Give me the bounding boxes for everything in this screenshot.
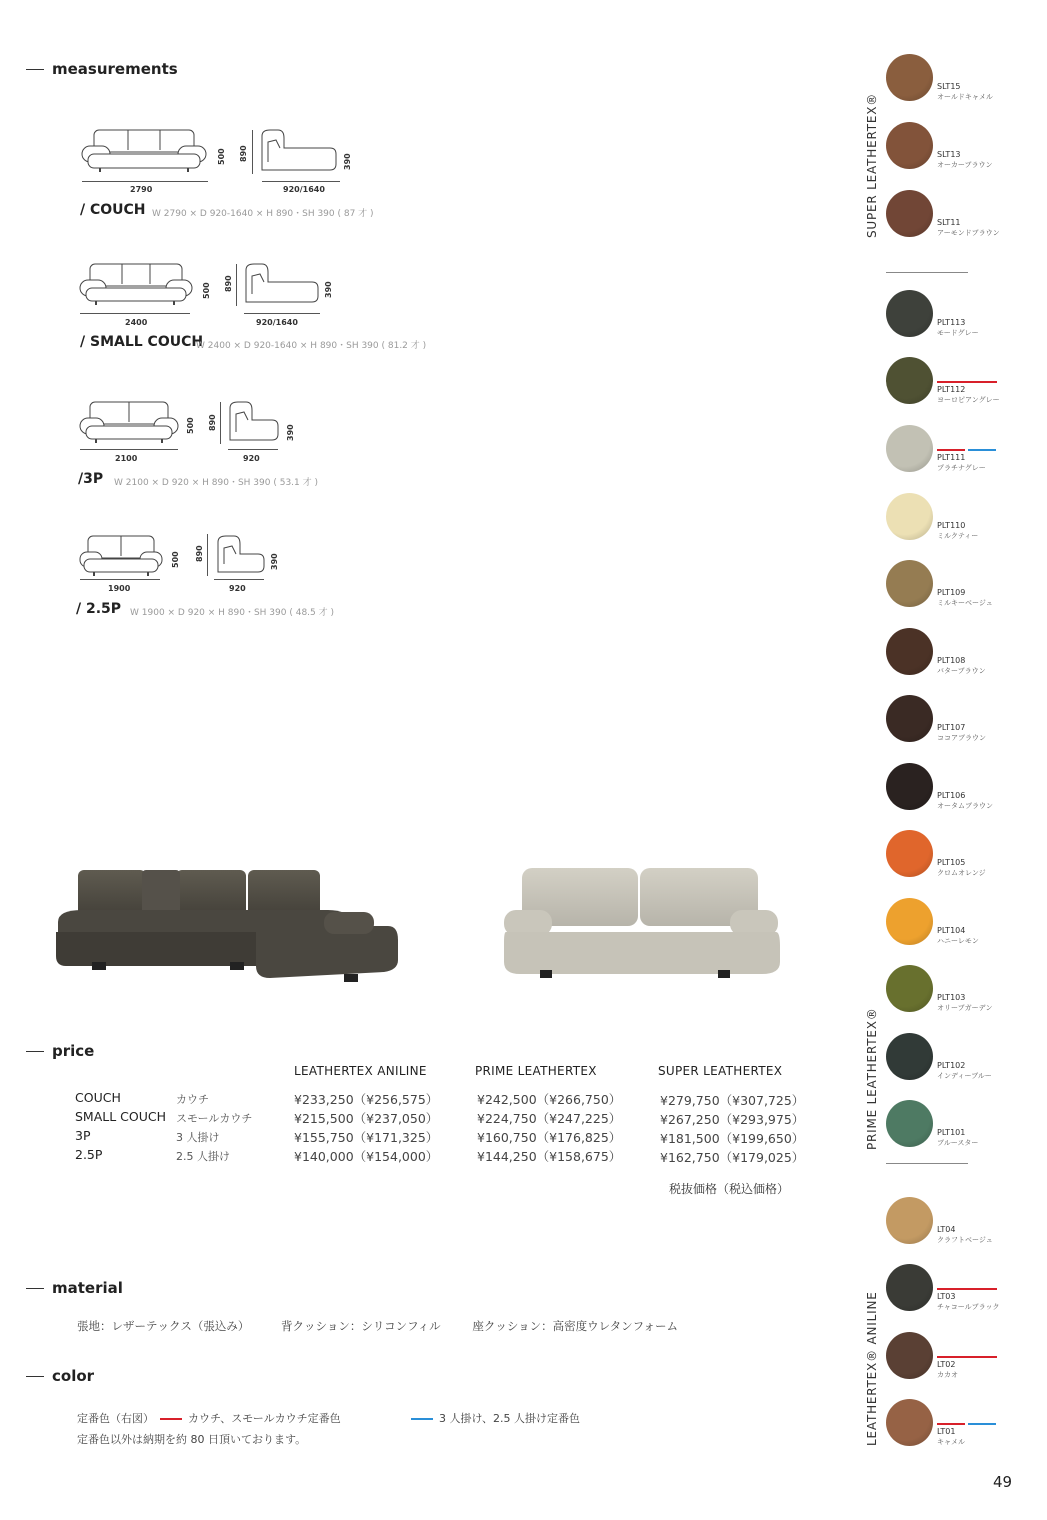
column-header-prime: PRIME LEATHERTEX — [475, 1064, 597, 1078]
model-label: / COUCH — [80, 202, 146, 218]
width-dimension-line — [80, 449, 178, 450]
swatch-slt15 — [886, 54, 933, 101]
price-prime: ¥160,750（¥176,825） — [477, 1130, 622, 1145]
blue-legend-text: 3 人掛け、2.5 人掛け定番色 — [439, 1412, 581, 1425]
swatch-code: PLT109 — [937, 588, 966, 597]
super-leathertex-group-label: SUPER LEATHERTEX® — [865, 92, 879, 238]
width-dimension: 1900 — [108, 584, 131, 593]
swatch-slt11 — [886, 190, 933, 237]
swatch-name: アーモンドブラウン — [937, 229, 1000, 237]
seat-height-dimension: 500 — [217, 148, 226, 165]
heading-dash — [26, 1288, 44, 1289]
width-dimension-line — [80, 313, 190, 314]
2-5p-side-drawing — [212, 532, 268, 578]
price-heading-text: price — [52, 1042, 95, 1060]
material-back-cushion: 背クッション：シリコンフィル — [281, 1319, 441, 1333]
swatch-lt02 — [886, 1332, 933, 1379]
swatch-code: PLT110 — [937, 521, 966, 530]
model-spec: W 2100 × D 920 × H 890・SH 390 ( 53.1 才 ) — [114, 478, 318, 488]
swatch-plt106 — [886, 763, 933, 810]
height-dimension-line — [236, 264, 237, 306]
swatch-plt101 — [886, 1100, 933, 1147]
swatch-slt13 — [886, 122, 933, 169]
sh-dimension: 390 — [270, 553, 279, 570]
heading-dash — [26, 1376, 44, 1377]
height-dimension: 890 — [239, 145, 248, 162]
price-prime: ¥144,250（¥158,675） — [477, 1149, 622, 1164]
model-spec: W 1900 × D 920 × H 890・SH 390 ( 48.5 才 ) — [130, 608, 334, 618]
sofa-photo — [500, 862, 782, 986]
height-dimension-line — [252, 130, 253, 174]
swatch-name: チャコールブラック — [937, 1303, 1000, 1311]
swatch-code: PLT107 — [937, 723, 966, 732]
swatch-plt112 — [886, 357, 933, 404]
model-spec: W 2400 × D 920-1640 × H 890・SH 390 ( 81.2 才 ) — [196, 341, 427, 351]
depth-dimension-line — [228, 449, 278, 450]
depth-dimension: 920 — [243, 454, 260, 463]
width-dimension: 2400 — [125, 318, 148, 327]
swatch-code: PLT113 — [937, 318, 966, 327]
price-super: ¥181,500（¥199,650） — [660, 1131, 805, 1146]
group-separator — [886, 1163, 968, 1164]
swatch-code: LT04 — [937, 1225, 956, 1234]
heading-dash — [26, 1051, 44, 1052]
price-super: ¥279,750（¥307,725） — [660, 1093, 805, 1108]
red-standard-marker — [937, 1356, 997, 1358]
model-label: /3P — [78, 471, 104, 487]
red-standard-marker — [937, 449, 965, 451]
blue-standard-marker — [968, 1423, 996, 1425]
color-heading — [26, 1367, 94, 1385]
swatch-code: SLT15 — [937, 82, 961, 91]
depth-dimension: 920 — [229, 584, 246, 593]
material-upholstery: 張地：レザーテックス（張込み） — [77, 1319, 250, 1333]
swatch-code: PLT108 — [937, 656, 966, 665]
swatch-name: オリーブガーデン — [937, 1004, 993, 1012]
swatch-name: ハニーレモン — [937, 937, 979, 945]
row-jp-name: 2.5 人掛け — [176, 1150, 230, 1163]
group-separator — [886, 272, 968, 273]
couch-photo — [52, 862, 400, 986]
red-marker-line — [160, 1418, 182, 1420]
swatch-code: SLT11 — [937, 218, 961, 227]
price-prime: ¥242,500（¥266,750） — [477, 1092, 622, 1107]
swatch-plt107 — [886, 695, 933, 742]
material-details — [77, 1318, 706, 1334]
swatch-lt03 — [886, 1264, 933, 1311]
swatch-name: オータムブラウン — [937, 802, 993, 810]
swatch-name: クロムオレンジ — [937, 869, 986, 877]
sh-dimension: 390 — [343, 153, 352, 170]
swatch-plt111 — [886, 425, 933, 472]
price-aniline: ¥140,000（¥154,000） — [294, 1149, 439, 1164]
price-prime: ¥224,750（¥247,225） — [477, 1111, 622, 1126]
row-jp-name: 3 人掛け — [176, 1131, 220, 1144]
lead-time-note: 定番色以外は納期を約 80 日頂いております。 — [77, 1433, 307, 1446]
seat-height-dimension: 500 — [202, 282, 211, 299]
row-name: COUCH — [75, 1090, 121, 1105]
swatch-code: PLT111 — [937, 453, 966, 462]
red-standard-marker — [937, 381, 997, 383]
swatch-code: SLT13 — [937, 150, 961, 159]
swatch-name: ブルースター — [937, 1139, 979, 1147]
swatch-plt110 — [886, 493, 933, 540]
width-dimension-line — [82, 181, 208, 182]
material-seat-cushion: 座クッション：高密度ウレタンフォーム — [472, 1319, 679, 1333]
height-dimension-line — [220, 402, 221, 444]
swatch-name: オーカーブラウン — [937, 161, 993, 169]
aniline-group-label: LEATHERTEX® ANILINE — [865, 1291, 879, 1446]
depth-dimension: 920/1640 — [283, 185, 325, 194]
3p-front-drawing — [78, 398, 180, 446]
swatch-code: PLT102 — [937, 1061, 966, 1070]
swatch-name: ミルキーベージュ — [937, 599, 993, 607]
price-super: ¥162,750（¥179,025） — [660, 1150, 805, 1165]
price-aniline: ¥233,250（¥256,575） — [294, 1092, 439, 1107]
width-dimension: 2100 — [115, 454, 138, 463]
price-heading — [26, 1042, 94, 1060]
row-name: SMALL COUCH — [75, 1109, 167, 1124]
swatch-code: PLT112 — [937, 385, 966, 394]
material-heading-text: material — [52, 1279, 123, 1297]
measurements-heading-text: measurements — [52, 60, 178, 78]
price-aniline: ¥215,500（¥237,050） — [294, 1111, 439, 1126]
blue-marker-line — [411, 1418, 433, 1420]
heading-dash — [26, 69, 44, 70]
small-couch-side-drawing — [240, 260, 320, 308]
swatch-plt102 — [886, 1033, 933, 1080]
seat-height-dimension: 500 — [186, 417, 195, 434]
swatch-name: ココアブラウン — [937, 734, 986, 742]
swatch-plt109 — [886, 560, 933, 607]
model-label: / SMALL COUCH — [80, 334, 204, 350]
width-dimension: 2790 — [130, 185, 153, 194]
row-jp-name: スモールカウチ — [176, 1112, 253, 1125]
depth-dimension-line — [214, 579, 264, 580]
swatch-name: モードグレー — [937, 329, 979, 337]
row-name: 2.5P — [75, 1147, 103, 1162]
model-label: / 2.5P — [76, 601, 122, 617]
swatch-code: LT02 — [937, 1360, 956, 1369]
swatch-name: インディーブルー — [937, 1072, 992, 1080]
swatch-name: オールドキャメル — [937, 93, 993, 101]
depth-dimension-line — [262, 181, 340, 182]
swatch-name: ミルクティー — [937, 532, 979, 540]
column-header-super: SUPER LEATHERTEX — [658, 1064, 783, 1078]
color-heading-text: color — [52, 1367, 95, 1385]
seat-height-dimension: 500 — [171, 551, 180, 568]
column-header-aniline: LEATHERTEX ANILINE — [294, 1064, 427, 1078]
swatch-name: ヨーロピアングレー — [937, 396, 1000, 404]
swatch-plt104 — [886, 898, 933, 945]
swatch-name: プラチナグレー — [937, 464, 986, 472]
color-legend-line — [77, 1410, 341, 1426]
color-legend-prefix: 定番色（右図） — [77, 1412, 154, 1425]
row-jp-name: カウチ — [176, 1093, 209, 1106]
swatch-name: クラフトベージュ — [937, 1236, 993, 1244]
swatch-code: PLT106 — [937, 791, 966, 800]
red-standard-marker — [937, 1288, 997, 1290]
depth-dimension-line — [244, 313, 320, 314]
swatch-plt108 — [886, 628, 933, 675]
swatch-lt01 — [886, 1399, 933, 1446]
couch-front-drawing — [80, 126, 210, 176]
tax-note: 税抜価格（税込価格） — [669, 1182, 790, 1196]
swatch-code: LT01 — [937, 1427, 956, 1436]
price-super: ¥267,250（¥293,975） — [660, 1112, 805, 1127]
height-dimension-line — [207, 534, 208, 576]
page-number: 49 — [993, 1473, 1013, 1491]
swatch-code: PLT101 — [937, 1128, 966, 1137]
red-standard-marker — [937, 1423, 965, 1425]
swatch-plt105 — [886, 830, 933, 877]
blue-standard-marker — [968, 449, 996, 451]
height-dimension: 890 — [208, 414, 217, 431]
swatch-code: PLT104 — [937, 926, 966, 935]
prime-leathertex-group-label: PRIME LEATHERTEX® — [865, 1007, 879, 1150]
swatch-name: キャメル — [937, 1438, 965, 1446]
row-name: 3P — [75, 1128, 91, 1143]
height-dimension: 890 — [195, 545, 204, 562]
swatch-name: バターブラウン — [937, 667, 986, 675]
swatch-code: LT03 — [937, 1292, 956, 1301]
swatch-plt103 — [886, 965, 933, 1012]
height-dimension: 890 — [224, 275, 233, 292]
2-5p-front-drawing — [78, 532, 164, 578]
sh-dimension: 390 — [286, 424, 295, 441]
depth-dimension: 920/1640 — [256, 318, 298, 327]
blue-legend — [405, 1410, 580, 1426]
swatch-plt113 — [886, 290, 933, 337]
width-dimension-line — [80, 579, 160, 580]
small-couch-front-drawing — [78, 260, 194, 308]
price-aniline: ¥155,750（¥171,325） — [294, 1130, 439, 1145]
red-legend-text: カウチ、スモールカウチ定番色 — [188, 1412, 341, 1425]
swatch-name: カカオ — [937, 1371, 958, 1379]
3p-side-drawing — [224, 398, 282, 446]
measurements-heading — [26, 60, 178, 78]
swatch-code: PLT103 — [937, 993, 966, 1002]
swatch-code: PLT105 — [937, 858, 966, 867]
model-spec: W 2790 × D 920-1640 × H 890・SH 390 ( 87 才 ) — [152, 209, 374, 219]
sh-dimension: 390 — [324, 281, 333, 298]
material-heading — [26, 1279, 123, 1297]
couch-side-drawing — [256, 126, 338, 176]
swatch-lt04 — [886, 1197, 933, 1244]
